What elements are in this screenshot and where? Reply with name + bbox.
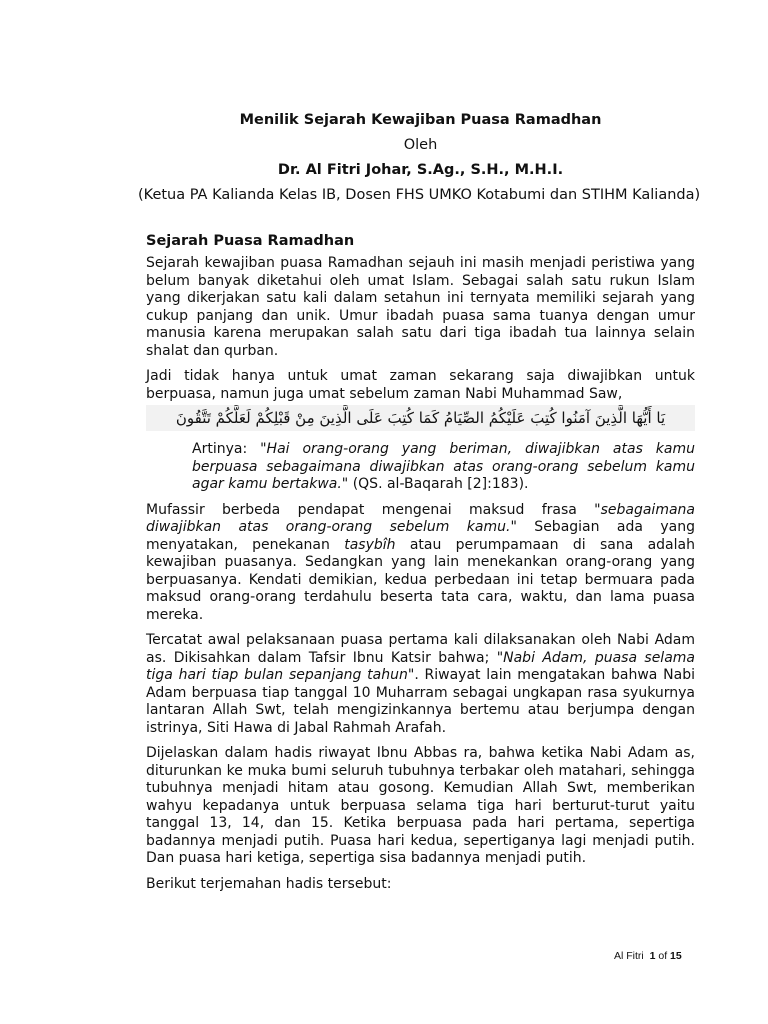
p3-text-c: Sebagian ada yang menyatakan, penekanan: [146, 519, 695, 553]
verse-translation: [192, 441, 695, 494]
p3-term: tasybîh: [344, 536, 396, 553]
footer-page-total: 15: [670, 950, 682, 962]
p4-text-a: Tercatat awal pelaksanaan puasa pertama kali dilaksanakan oleh Nabi Adam as. Dikisahkan dalam Tafsir Ibnu Katsir bahwa;: [146, 632, 695, 666]
paragraph-2: Jadi tidak hanya untuk umat zaman sekarang saja diwajibkan untuk berpuasa, namun juga umat sebelum zaman Nabi Muhammad Saw,: [146, 368, 695, 402]
p3-text-a: Mufassir berbeda pendapat mengenai maksud frasa: [146, 501, 595, 518]
title-block: [138, 108, 701, 208]
footer-author: Al Fitri: [614, 950, 644, 962]
document-title: Menilik Sejarah Kewajiban Puasa Ramadhan: [239, 112, 602, 128]
translation-label: Artinya:: [192, 441, 261, 457]
p3-quote: "sebagaimana diwajibkan atas orang-orang sebelum kamu.": [146, 501, 695, 535]
paragraph-5: Dijelaskan dalam hadis riwayat Ibnu Abbas ra, bahwa ketika Nabi Adam as, diturunkan ke muka bumi seluruh tubuhnya terbakar oleh matahari, sehingga tubuhnya menjadi hitam atau gosong. Kemudian Allah Swt, memberikan wahyu kepadanya untuk berpuasa selama tiga hari berturut-turut yaitu tanggal 13, 14, dan 15. Ketika berpuasa pada hari pertama, sepertiga badannya menjadi putih. Puasa hari kedua, sepertiganya lagi menjadi putih. Dan puasa hari ketiga, sepertiga sisa badannya menjadi putih.: [146, 745, 695, 866]
page-footer: [614, 950, 682, 962]
translation-reference: (QS. al-Baqarah [2]:183).: [348, 476, 529, 492]
translation-text: "Hai orang-orang yang beriman, diwajibkan atas kamu berpuasa sebagaimana diwajibkan atas orang-orang sebelum kamu agar kamu bertakwa.": [192, 441, 695, 492]
document-page: [138, 108, 701, 901]
paragraph-3: [146, 502, 695, 625]
p3-text-e: atau perumpamaan di sana adalah kewajiban puasanya. Sedangkan yang lain menekankan orang-orang yang berpuasanya. Kendati demikian, kedua perbedaan ini tetap bermuara pada maksud orang-orang terdahulu beserta tata cara, waktu, dan lama puasa mereka.: [146, 536, 695, 623]
paragraph-4: [146, 632, 695, 737]
author-affiliation: (Ketua PA Kalianda Kelas IB, Dosen FHS UMKO Kotabumi dan STIHM Kalianda): [138, 187, 701, 203]
by-line: Oleh: [403, 137, 438, 153]
paragraph-6: Berikut terjemahan hadis tersebut:: [146, 875, 392, 892]
section-heading: Sejarah Puasa Ramadhan: [146, 233, 355, 249]
p4-text-c: . Riwayat lain mengatakan bahwa Nabi Adam berpuasa tiap tanggal 10 Muharram sebagai ungkapan rasa syukurnya lantaran Allah Swt, telah mengizinkannya bertemu atau berjumpa dengan istrinya, Siti Hawa di Jabal Rahmah Arafah.: [146, 667, 695, 736]
footer-page-number: 1: [649, 950, 656, 962]
author-name: Dr. Al Fitri Johar, S.Ag., S.H., M.H.I.: [277, 162, 564, 178]
paragraph-1: Sejarah kewajiban puasa Ramadhan sejauh ini masih menjadi peristiwa yang belum banyak diketahui oleh umat Islam. Sebagai salah satu rukun Islam yang dikerjakan satu kali dalam setahun ini ternyata memiliki sejarah yang cukup panjang dan unik. Umur ibadah puasa sama tuanya dengan umur manusia karena merupakan salah satu dari tiga ibadah tua lainnya selain shalat dan qurban.: [146, 255, 695, 359]
footer-of: of: [658, 950, 668, 962]
p4-quote: "Nabi Adam, puasa selama tiga hari tiap bulan sepanjang tahun": [146, 649, 695, 683]
arabic-verse: يَا أَيُّهَا الَّذِينَ آمَنُوا كُتِبَ عَلَيْكُمُ الصِّيَامُ كَمَا كُتِبَ عَلَى الَّذِينَ مِنْ قَبْلِكُمْ لَعَلَّكُمْ تَتَّقُونَ: [146, 405, 695, 431]
